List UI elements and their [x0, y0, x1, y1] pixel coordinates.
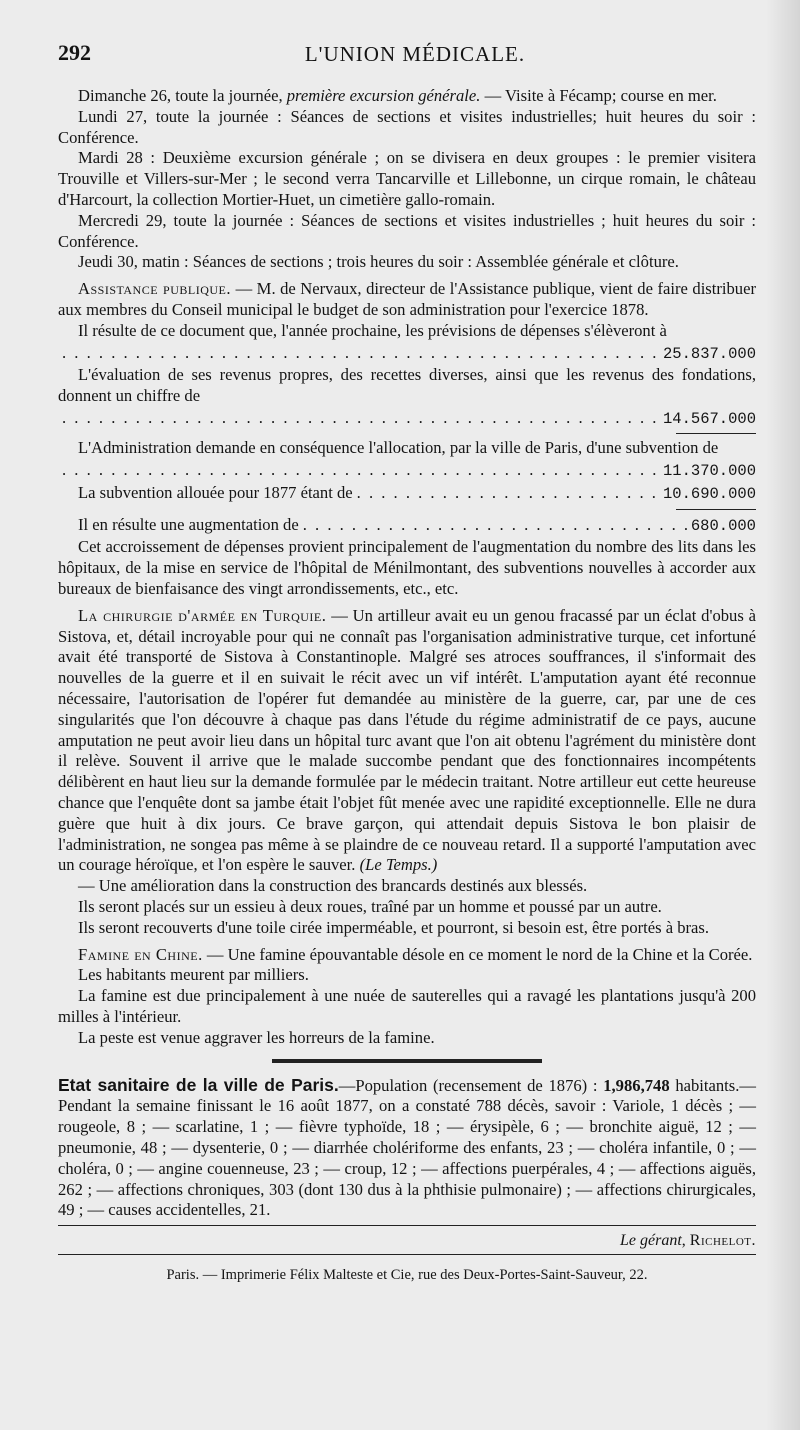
etat-sanitaire: Etat sanitaire de la ville de Paris.—Population (recensement de 1876) : 1,986,748 habitants.—Pendant la semaine finissant le 16 août 1877, on a constaté 788 décès, savoir : Variole, 1 décès ; — rougeole, 8 ; — scarlatine, 1 ; — fièvre typhoïde, 18 ; — érysipèle, 6 ; — bronchite aiguë, 12 ; — pneumonie, 48 ; — dysenterie, 0 ; — diarrhée cholériforme des enfants, 23 ; — choléra infantile, 0 ; — choléra, 0 ; — angine couenneuse, 23 ; — croup, 12 ; — affections puerpérales, 4 ; — affections aiguës, 262 ; — affections chroniques, 303 (dont 130 dus à la phthisie pulmonaire) ; — affections chirurgicales, 49 ; — causes accidentelles, 21.	[58, 1074, 756, 1220]
augmentation-row	[58, 514, 756, 538]
famine-sauterelles: La famine est due principalement à une nuée de sauterelles qui a ravagé les plantations jusqu'à 200 milles à l'intérieur.	[58, 986, 756, 1026]
assistance-intro: Assistance publique. — M. de Nervaux, directeur de l'Assistance publique, vient de faire distribuer aux membres du Conseil municipal le budget de son administration pour l'exercice 1878.	[58, 279, 756, 319]
schedule-mercredi: Mercredi 29, toute la journée : Séances de sections et visites industrielles ; huit heures du soir : Conférence.	[58, 210, 756, 251]
difference-rule	[676, 509, 756, 510]
subvention-1877-row	[58, 482, 756, 506]
schedule-dimanche: Dimanche 26, toute la journée, première excursion générale. — Visite à Fécamp; course en mer.	[78, 86, 717, 105]
brancards-essieu: Ils seront placés sur un essieu à deux roues, traîné par un homme et poussé par un autre.	[78, 897, 662, 916]
sum-rule	[676, 433, 756, 434]
famine-heading: Famine en Chine.	[78, 944, 203, 964]
schedule-mardi: Mardi 28 : Deuxième excursion générale ; on se divisera en deux groupes : le premier visitera Trouville et Villers-sur-Mer ; le second verra Tancarville et Lillebonne, un cirque romain, le château d'Harcourt, la collection Mortier-Huet, un cimetière gallo-romain.	[58, 148, 756, 209]
running-title: L'UNION MÉDICALE.	[304, 42, 526, 66]
augmentation-amount: 680.000	[690, 516, 756, 535]
assistance-heading: Assistance publique.	[78, 279, 232, 299]
augmentation-label: Il en résulte une augmentation de	[78, 514, 299, 534]
footer-rule	[58, 1254, 756, 1255]
gerant-label: Le gérant	[620, 1232, 682, 1250]
closing-rule	[58, 1225, 756, 1226]
page-body	[58, 86, 756, 1284]
assistance-allocation-text: L'Administration demande en conséquence l'allocation, par la ville de Paris, d'une subvention de	[78, 438, 719, 458]
famine-habitants: Les habitants meurent par milliers.	[78, 965, 309, 985]
schedule-lundi: Lundi 27, toute la journée : Séances de sections et visites industrielles; huit heures du soir : Conférence.	[58, 106, 756, 147]
revenus-amount: 14.567.000	[662, 409, 756, 428]
assistance-accroissement: Cet accroissement de dépenses provient principalement de l'augmentation du nombre des lits dans les hôpitaux, de la mise en service de l'hôpital de Ménilmontant, des subventions nouvelles à accorder aux bureaux de bienfaisance des vingt arrondissements, etc., etc.	[58, 537, 756, 599]
depenses-amount: 25.837.000	[662, 344, 756, 363]
page-number: 292	[58, 40, 91, 65]
schedule-jeudi: Jeudi 30, matin : Séances de sections ; trois heures du soir : Assemblée générale et clôture.	[78, 252, 679, 272]
section-divider	[272, 1059, 542, 1063]
famine-intro: Famine en Chine. — Une famine épouvantable désole en ce moment le nord de la Chine et la Corée.	[78, 944, 753, 964]
population-value: 1,986,748	[603, 1075, 670, 1095]
signature: Le gérant, Richelot.	[620, 1232, 756, 1250]
revenus-row	[58, 407, 756, 431]
assistance-revenus-text: L'évaluation de ses revenus propres, des recettes diverses, ainsi que les revenus des fondations, donnent un chiffre de	[58, 365, 756, 405]
chirurgie-source: (Le Temps.)	[359, 855, 438, 875]
page-header	[58, 40, 772, 70]
chirurgie-article: La chirurgie d'armée en Turquie. — Un artilleur avait eu un genou fracassé par un éclat d'obus à Sistova, et, détail incroyable pour qui ne connaît pas l'organisation administrative turque, cet infortuné avait été transporté de Sistova à Constantinople. Malgré ses atroces souffrances, il s'informait des nouvelles de la guerre et il en suivait le récit avec un vif intérêt. L'amputation ayant été reconnue nécessaire, l'autorisation de l'opérer fut demandée au ministère de la guerre, car, par une de ces singularités que l'on découvre à chaque pas dans l'étude du régime administratif de ce pays, aucune amputation ne peut avoir lieu dans un hôpital turc avant que l'on ait obtenu l'agrément du ministère dont il relève. Souvent il arrive que le malade succombe pendant que des fonctionnaires incompétents délibèrent en haut lieu sur la demande formulée par le médecin traitant. Notre artilleur eut cette heureuse chance que l'enquête dont sa jambe était l'objet fût menée avec une rapidité exceptionnelle. Elle ne dura guère que huit à dix jours. Ce brave garçon, qui attendait depuis Sistova le bon plaisir de l'administration, ne songea pas même à se plaindre de ce nouveau retard. Il a supporté l'amputation avec un courage héroïque, et l'on espère le sauver. (Le Temps.)	[58, 605, 756, 875]
gerant-name: Richelot.	[689, 1232, 756, 1250]
chirurgie-heading: La chirurgie d'armée en Turquie.	[78, 605, 327, 625]
printer-imprint: Paris. — Imprimerie Félix Malteste et Cie, rue des Deux-Portes-Saint-Sauveur, 22.	[166, 1267, 648, 1284]
brancards-toile: Ils seront recouverts d'une toile cirée imperméable, et pourront, si besoin est, être portés à bras.	[78, 917, 710, 937]
famine-peste: La peste est venue aggraver les horreurs de la famine.	[78, 1027, 435, 1047]
etat-sanitaire-heading: Etat sanitaire de la ville de Paris.	[58, 1074, 339, 1095]
allocation-row	[58, 459, 756, 483]
assistance-depenses-text: Il résulte de ce document que, l'année prochaine, les prévisions de dépenses s'élèveront à	[78, 320, 667, 340]
subvention-1877-amount: 10.690.000	[662, 485, 756, 504]
allocation-amount: 11.370.000	[662, 461, 756, 480]
depenses-row	[58, 342, 756, 366]
brancards-intro: — Une amélioration dans la construction des brancards destinés aux blessés.	[78, 876, 588, 896]
subvention-1877-label: La subvention allouée pour 1877 étant de	[78, 483, 353, 503]
excursion-emphasis: première excursion générale.	[286, 86, 481, 105]
